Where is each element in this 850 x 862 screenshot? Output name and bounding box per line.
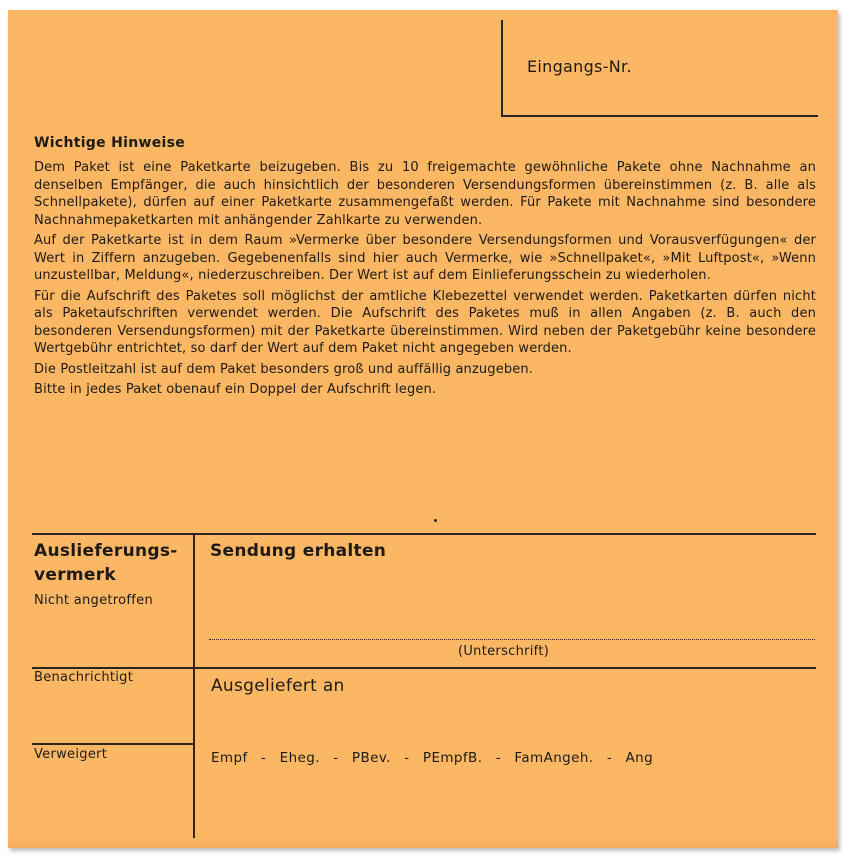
recipient-options: Empf - Eheg. - PBev. - PEmpfB. - FamAngeh. - Ang (211, 750, 654, 766)
auslieferungsvermerk-title-line1: Auslieferungs- (34, 541, 178, 561)
parcel-card (8, 10, 838, 848)
unterschrift-label: (Unterschrift) (458, 644, 550, 659)
verweigert-label: Verweigert (34, 747, 108, 762)
center-dot (434, 519, 437, 522)
eingangs-nr-label: Eingangs-Nr. (527, 57, 632, 76)
wichtige-hinweise-section (34, 135, 816, 402)
form-top-rule (32, 533, 816, 535)
hinweise-paragraph: Für die Aufschrift des Paketes soll möglichst der amtliche Klebezettel verwendet werden. Paketkarten dürfen nicht als Paketaufschriften verwendet werden. Die Aufschrift des Paketes muß in allen Angaben (z. B. auch den besonderen Versendungsformen) mit der Paketkarte übereinstimmen. Wird neben der Paketgebühr keine besondere Wertgebühr entrichtet, so darf der Wert auf dem Paket nicht angegeben werden. (34, 288, 816, 356)
form-left-lower-rule (32, 743, 193, 745)
signature-line (209, 639, 815, 640)
hinweise-paragraph: Auf der Paketkarte ist in dem Raum »Vermerke über besondere Versendungsformen und Vorausverfügungen« der Wert in Ziffern anzugeben. Gegebenenfalls sind hier auch Vermerke, wie »Schnellpaket«, »Mit Luftpost«, »Wenn unzustellbar, Meldung«, niederzuschreiben. Der Wert ist auf dem Einlieferungsschein zu wiederholen. (34, 233, 816, 283)
ausgeliefert-an-title: Ausgeliefert an (211, 676, 345, 696)
sendung-erhalten-title: Sendung erhalten (210, 541, 387, 561)
hinweise-paragraph: Bitte in jedes Paket obenauf ein Doppel der Aufschrift legen. (34, 382, 437, 397)
form-column-divider (193, 533, 195, 838)
eingangs-nr-box (501, 20, 818, 117)
hinweise-title: Wichtige Hinweise (34, 135, 186, 151)
nicht-angetroffen-label: Nicht angetroffen (34, 593, 154, 608)
hinweise-paragraph: Dem Paket ist eine Paketkarte beizugeben. Bis zu 10 freigemachte gewöhnliche Pakete ohne Nachnahme an denselben Empfänger, die auch hinsichtlich der besonderen Versendungsformen übereinstimmen (z. B. alle als Schnellpakete), dürfen auf einer Paketkarte zusammengefaßt werden. Für Pakete mit Nachnahme sind besondere Nachnahmepaketkarten mit anhängender Zahlkarte zu verwenden. (34, 160, 816, 228)
benachrichtigt-label: Benachrichtigt (34, 670, 134, 685)
hinweise-paragraph: Die Postleitzahl ist auf dem Paket besonders groß und auffällig anzugeben. (34, 361, 534, 377)
auslieferungsvermerk-title-line2: vermerk (34, 565, 117, 585)
form-middle-rule (32, 667, 816, 669)
